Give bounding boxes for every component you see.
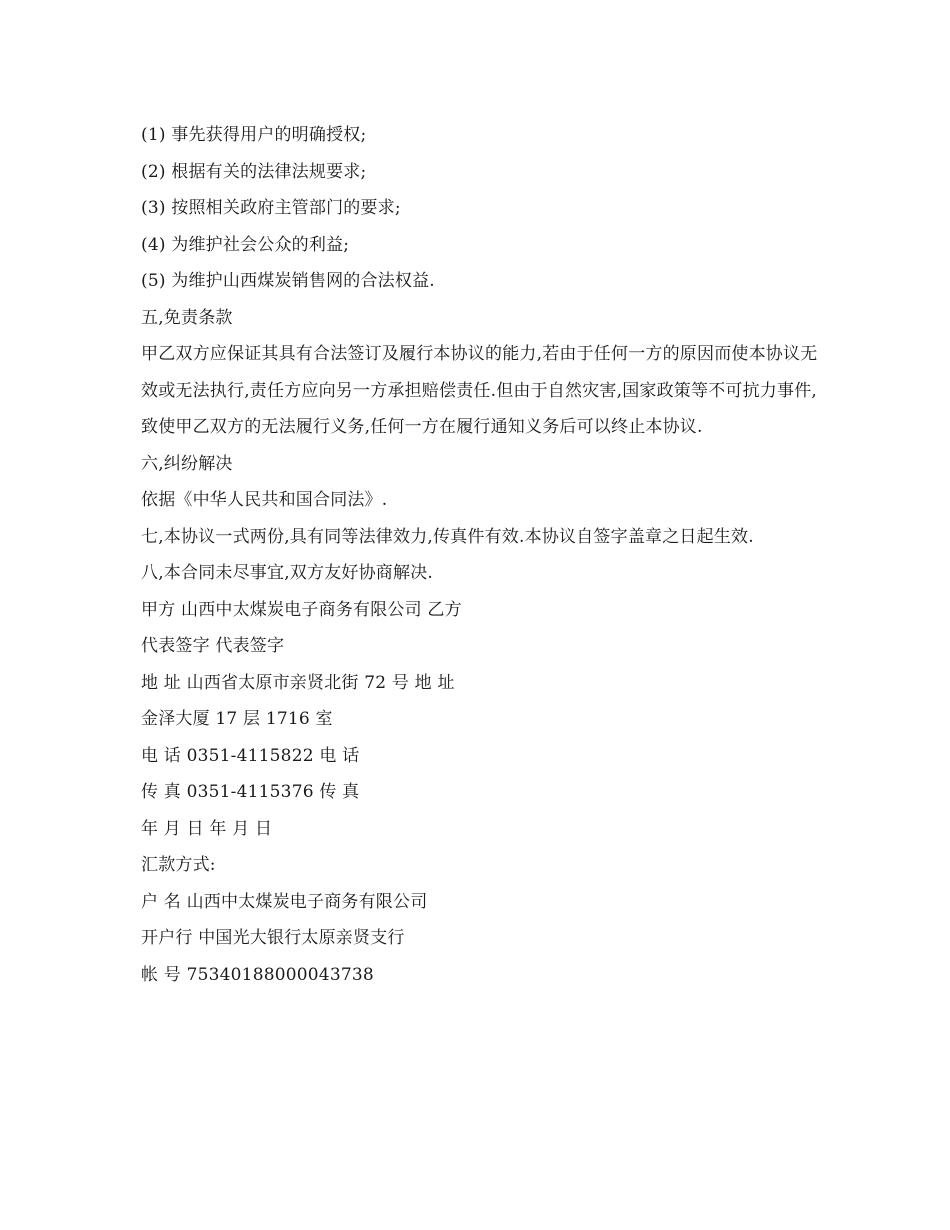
disclosure-item-1: (1) 事先获得用户的明确授权; xyxy=(141,125,367,145)
remittance-account-number: 帐 号 75340188000043738 xyxy=(141,964,374,985)
remittance-bank: 开户行 中国光大银行太原亲贤支行 xyxy=(141,928,405,948)
disclosure-item-5: (5) 为维护山西煤炭销售网的合法权益. xyxy=(141,271,435,291)
document-body xyxy=(141,117,821,993)
section-6-title: 六,纠纷解决 xyxy=(141,453,233,474)
section-5-title: 五,免责条款 xyxy=(141,307,233,328)
signature-phone-line: 电 话 0351-4115822 电 话 xyxy=(141,745,360,766)
section-8: 八,本合同未尽事宜,双方友好协商解决. xyxy=(141,563,434,583)
remittance-title: 汇款方式: xyxy=(141,855,216,875)
disclosure-item-2: (2) 根据有关的法律法规要求; xyxy=(141,161,367,182)
section-6-body: 依据《中华人民共和国合同法》. xyxy=(141,490,388,510)
section-7: 七,本协议一式两份,具有同等法律效力,传真件有效.本协议自签字盖章之日起生效. xyxy=(141,526,754,547)
signature-address-line: 地 址 山西省太原市亲贤北街 72 号 地 址 xyxy=(141,672,455,693)
signature-fax-line: 传 真 0351-4115376 传 真 xyxy=(141,782,360,802)
disclosure-item-4: (4) 为维护社会公众的利益; xyxy=(141,234,350,255)
section-5-body: 甲乙双方应保证其具有合法签订及履行本协议的能力,若由于任何一方的原因而使本协议无效或无法执行,责任方应向另一方承担赔偿责任.但由于自然灾害,国家政策等不可抗力事件,致使甲乙双方的无法履行义务,任何一方在履行通知义务后可以终止本协议. xyxy=(141,344,818,437)
disclosure-item-3: (3) 按照相关政府主管部门的要求; xyxy=(141,198,401,218)
remittance-account-name: 户 名 山西中太煤炭电子商务有限公司 xyxy=(141,891,428,912)
signature-address-continued: 金泽大厦 17 层 1716 室 xyxy=(141,709,333,729)
signature-representative-line: 代表签字 代表签字 xyxy=(141,636,285,656)
signature-party-line: 甲方 山西中太煤炭电子商务有限公司 乙方 xyxy=(141,599,462,620)
signature-date-line: 年 月 日 年 月 日 xyxy=(141,818,273,839)
